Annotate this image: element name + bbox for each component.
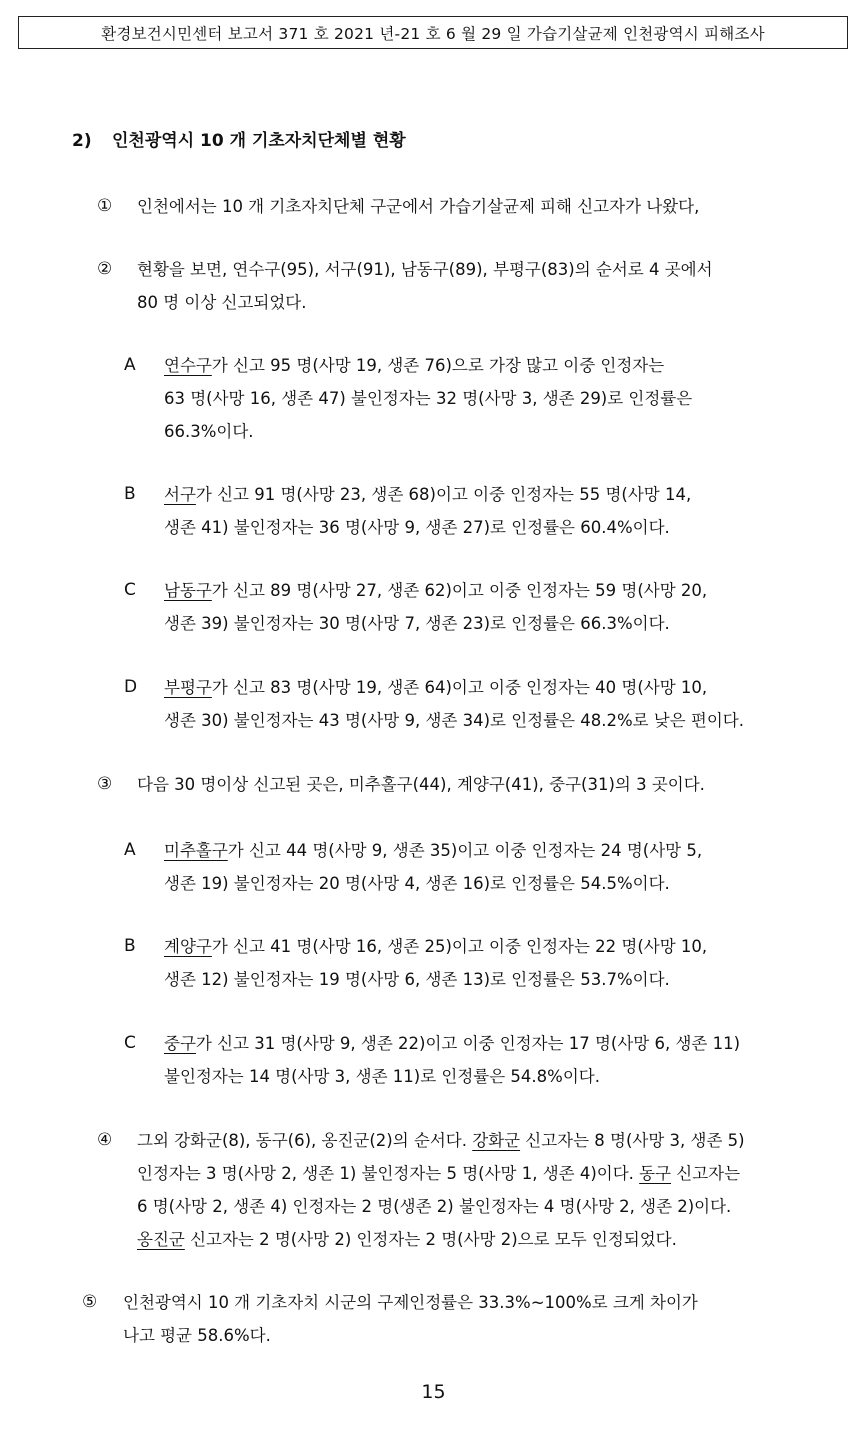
item-3b-text: 가 신고 41 명(사망 16, 생존 25)이고 이중 인정자는 22 명(사망 10,: [211, 937, 708, 956]
section-heading: 인천광역시 10 개 기초자치단체별 현황: [112, 131, 406, 151]
district-name: 중구: [164, 1034, 196, 1053]
item-3c-text: 가 신고 31 명(사망 9, 생존 22)이고 이중 인정자는 17 명(사망 6, 생존 11): [195, 1034, 741, 1053]
page-number: 15: [421, 1381, 446, 1403]
item-3-line: 다음 30 명이상 신고된 곳은, 미추홀구(44), 계양구(41), 중구(31)의 3 곳이다.: [137, 775, 705, 794]
item-2a-text: 가 신고 95 명(사망 19, 생존 76)으로 가장 많고 이중 인정자는: [211, 356, 665, 375]
district-name: 계양구: [164, 937, 212, 956]
item-3a-line: 생존 19) 불인정자는 20 명(사망 4, 생존 16)로 인정률은 54.5%이다.: [164, 874, 670, 893]
item-2b-text: 가 신고 91 명(사망 23, 생존 68)이고 이중 인정자는 55 명(사망 14,: [195, 485, 692, 504]
district-name: 동구: [639, 1164, 672, 1183]
item-2-marker: ②: [97, 259, 113, 279]
district-name: 연수구: [164, 356, 212, 375]
item-2d-marker: D: [124, 677, 138, 697]
report-header-text: 환경보건시민센터 보고서 371 호 2021 년-21 호 6 월 29 일 가습기살균제 인천광역시 피해조사: [101, 24, 765, 43]
district-name: 강화군: [472, 1131, 521, 1150]
district-name: 미추홀구: [164, 841, 228, 860]
item-2d-line: 생존 30) 불인정자는 43 명(사망 9, 생존 34)로 인정률은 48.2%로 낮은 편이다.: [164, 711, 744, 730]
item-5-marker: ⑤: [82, 1292, 98, 1312]
item-2a-line: 63 명(사망 16, 생존 47) 불인정자는 32 명(사망 3, 생존 29)로 인정률은: [164, 389, 693, 408]
item-4-marker: ④: [97, 1130, 113, 1150]
item-2b-marker: B: [124, 484, 136, 504]
item-1-marker: ①: [97, 196, 113, 216]
section-number: 2): [72, 131, 92, 151]
item-3b-line: 생존 12) 불인정자는 19 명(사망 6, 생존 13)로 인정률은 53.7%이다.: [164, 970, 670, 989]
item-3c-marker: C: [124, 1033, 136, 1053]
item-2-line: 현황을 보면, 연수구(95), 서구(91), 남동구(89), 부평구(83)의 순서로 4 곳에서: [137, 260, 713, 279]
item-3b-marker: B: [124, 936, 136, 956]
item-2-line: 80 명 이상 신고되었다.: [137, 293, 307, 312]
item-2a-line: 66.3%이다.: [164, 422, 254, 441]
item-2b-line: 생존 41) 불인정자는 36 명(사망 9, 생존 27)로 인정률은 60.4%이다.: [164, 518, 670, 537]
item-4-text: 신고자는: [671, 1164, 741, 1183]
item-2a-marker: A: [124, 355, 136, 375]
item-1-line: 인천에서는 10 개 기초자치단체 구군에서 가습기살균제 피해 신고자가 나왔다,: [137, 197, 700, 216]
item-5-line: 인천광역시 10 개 기초자치 시군의 구제인정률은 33.3%~100%로 크게 차이가: [123, 1293, 698, 1312]
item-3a-marker: A: [124, 840, 136, 860]
item-2d-text: 가 신고 83 명(사망 19, 생존 64)이고 이중 인정자는 40 명(사망 10,: [211, 678, 708, 697]
item-3a-text: 가 신고 44 명(사망 9, 생존 35)이고 이중 인정자는 24 명(사망 5,: [227, 841, 703, 860]
item-2c-marker: C: [124, 580, 136, 600]
item-3-marker: ③: [97, 774, 113, 794]
item-4-line: 6 명(사망 2, 생존 4) 인정자는 2 명(생존 2) 불인정자는 4 명(사망 2, 생존 2)이다.: [137, 1197, 732, 1216]
item-5-line: 나고 평균 58.6%다.: [123, 1326, 271, 1345]
report-header: [18, 16, 848, 49]
item-2c-line: 생존 39) 불인정자는 30 명(사망 7, 생존 23)로 인정률은 66.3%이다.: [164, 614, 670, 633]
item-3c-line: 불인정자는 14 명(사망 3, 생존 11)로 인정률은 54.8%이다.: [164, 1067, 600, 1086]
item-4-text: 신고자는 2 명(사망 2) 인정자는 2 명(사망 2)으로 모두 인정되었다.: [184, 1230, 677, 1249]
section-title: [72, 126, 406, 151]
district-name: 서구: [164, 485, 196, 504]
item-2c-text: 가 신고 89 명(사망 27, 생존 62)이고 이중 인정자는 59 명(사망 20,: [211, 581, 708, 600]
item-4-text: 그외 강화군(8), 동구(6), 옹진군(2)의 순서다.: [137, 1131, 473, 1150]
district-name: 옹진군: [137, 1230, 185, 1249]
item-4-text: 인정자는 3 명(사망 2, 생존 1) 불인정자는 5 명(사망 1, 생존 4)이다.: [137, 1164, 640, 1183]
item-4-text: 신고자는 8 명(사망 3, 생존 5): [520, 1131, 745, 1150]
district-name: 부평구: [164, 678, 212, 697]
district-name: 남동구: [164, 581, 212, 600]
